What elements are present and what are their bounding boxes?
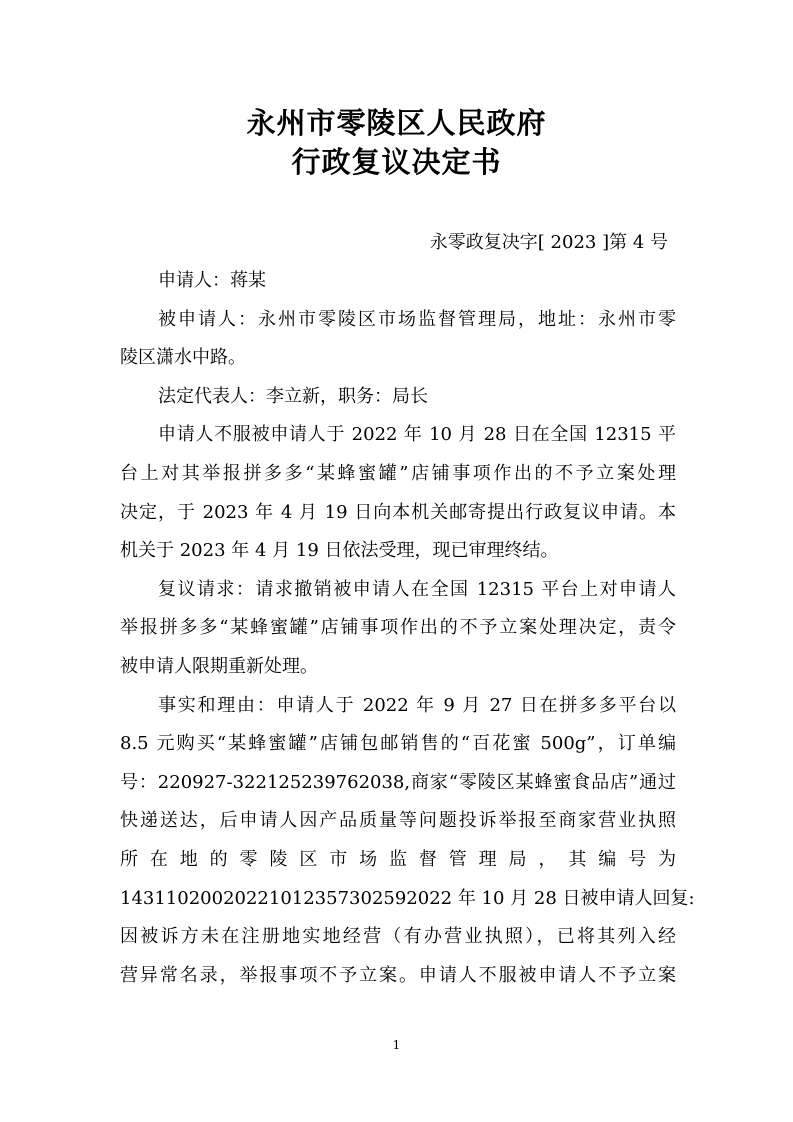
paragraph-line: 机关于 2023 年 4 月 19 日依法受理，现已审理终结。: [120, 540, 559, 562]
page-number: 1: [392, 1038, 401, 1052]
paragraph-line: 所在地的零陵区市场监督管理局，其编号为: [120, 848, 676, 870]
paragraph-line: 快递送达，后申请人因产品质量等问题投诉举报至商家营业执照: [120, 810, 676, 832]
respondent-address-line: 陵区潇水中路。: [120, 347, 246, 369]
paragraph-line: 举报拼多多“某蜂蜜罐”店铺事项作出的不予立案处理决定，责令: [120, 617, 676, 639]
document-title-line2: 行政复议决定书: [291, 145, 502, 179]
paragraph-line: 号：220927-322125239762038,商家“零陵区某蜂蜜食品店”通过: [120, 771, 676, 793]
paragraph-line: 被申请人限期重新处理。: [120, 655, 318, 677]
paragraph-line: 台上对其举报拼多多“某蜂蜜罐”店铺事项作出的不予立案处理: [120, 462, 676, 484]
paragraph-line: 复议请求：请求撤销被申请人在全国 12315 平台上对申请人: [158, 578, 676, 600]
paragraph-line: 事实和理由：申请人于 2022 年 9 月 27 日在拼多多平台以: [158, 694, 676, 716]
paragraph-line: 8.5 元购买“某蜂蜜罐”店铺包邮销售的“百花蜜 500g”，订单编: [120, 733, 676, 755]
respondent-line: 被申请人：永州市零陵区市场监督管理局，地址：永州市零: [158, 308, 676, 330]
paragraph-line: 决定，于 2023 年 4 月 19 日向本机关邮寄提出行政复议申请。本: [120, 501, 676, 523]
applicant-line: 申请人：蒋某: [158, 270, 266, 291]
paragraph-line: 14311020020221012357302592022 年 10 月 28 日被申请人回复:: [120, 887, 695, 909]
paragraph-line: 营异常名录，举报事项不予立案。申请人不服被申请人不予立案: [120, 964, 676, 986]
document-title-line1: 永州市零陵区人民政府: [246, 106, 547, 140]
paragraph-line: 因被诉方未在注册地实地经营（有办营业执照），已将其列入经: [120, 926, 676, 948]
paragraph-line: 申请人不服被申请人于 2022 年 10 月 28 日在全国 12315 平: [158, 424, 676, 446]
document-number: 永零政复决字[ 2023 ]第 4 号: [429, 232, 668, 253]
legal-representative-line: 法定代表人：李立新，职务：局长: [158, 385, 428, 407]
document-body: [120, 262, 695, 995]
